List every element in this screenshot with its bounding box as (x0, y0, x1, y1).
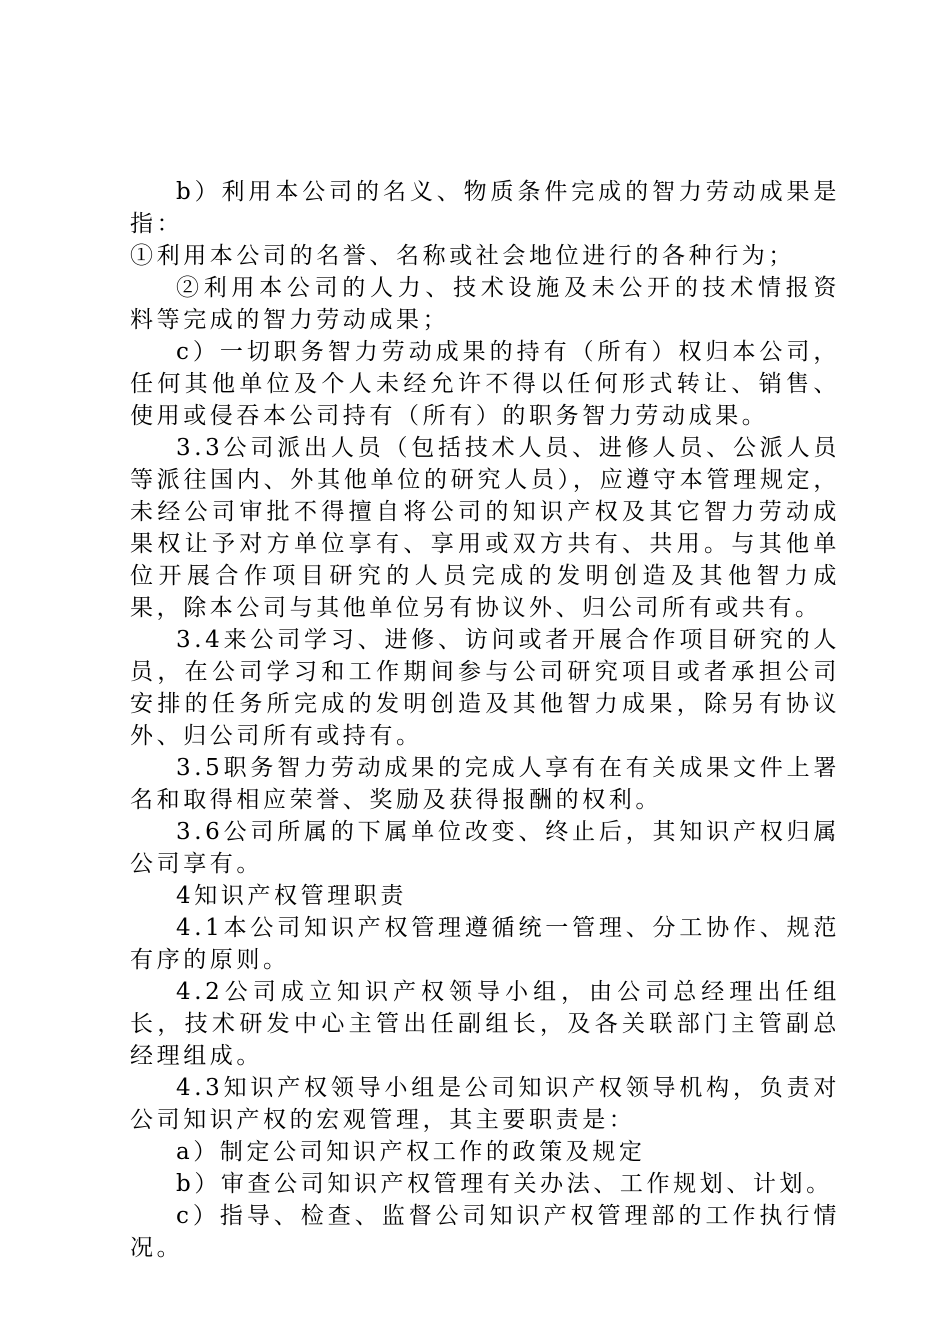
paragraph-item-2: ②利用本公司的人力、技术设施及未公开的技术情报资料等完成的智力劳动成果； (130, 275, 840, 333)
duty-item-a: a）制定公司知识产权工作的政策及规定 (176, 1139, 646, 1165)
paragraph-3-5: 3.5职务智力劳动成果的完成人享有在有关成果文件上署名和取得相应荣誉、奖励及获得报酬的权利。 (130, 755, 840, 813)
paragraph-3-6: 3.6公司所属的下属单位改变、终止后，其知识产权归属公司享有。 (130, 819, 840, 877)
paragraph-3-3: 3.3公司派出人员（包括技术人员、进修人员、公派人员等派往国内、外其他单位的研究人员），应遵守本管理规定，未经公司审批不得擅自将公司的知识产权及其它智力劳动成果权让予对方单位享有、享用或双方共有、共用。与其他单位开展合作项目研究的人员完成的发明创造及其他智力成果，除本公司与其他单位另有协议外、归公司所有或共有。 (130, 435, 840, 621)
section-heading-4: 4知识产权管理职责 (176, 883, 408, 909)
paragraph-3-4: 3.4来公司学习、进修、访问或者开展合作项目研究的人员，在公司学习和工作期间参与公司研究项目或者承担公司安排的任务所完成的发明创造及其他智力成果，除另有协议外、归公司所有或持有。 (130, 627, 840, 749)
paragraph-item-1: ①利用本公司的名誉、名称或社会地位进行的各种行为； (130, 243, 795, 269)
paragraph-4-1: 4.1本公司知识产权管理遵循统一管理、分工协作、规范有序的原则。 (130, 915, 840, 973)
paragraph-c-ownership: c）一切职务智力劳动成果的持有（所有）权归本公司，任何其他单位及个人未经允许不得以任何形式转让、销售、使用或侵吞本公司持有（所有）的职务智力劳动成果。 (130, 339, 840, 429)
paragraph-4-3: 4.3知识产权领导小组是公司知识产权领导机构，负责对公司知识产权的宏观管理，其主要职责是： (130, 1075, 840, 1133)
duty-item-c: c）指导、检查、监督公司知识产权管理部的工作执行情况。 (130, 1203, 840, 1261)
paragraph-b-definition: b）利用本公司的名义、物质条件完成的智力劳动成果是指： (130, 179, 840, 237)
document-body (130, 176, 840, 1264)
duty-item-b: b）审查公司知识产权管理有关办法、工作规划、计划。 (176, 1171, 833, 1197)
paragraph-4-2: 4.2公司成立知识产权领导小组，由公司总经理出任组长，技术研发中心主管出任副组长，及各关联部门主管副总经理组成。 (130, 979, 840, 1069)
